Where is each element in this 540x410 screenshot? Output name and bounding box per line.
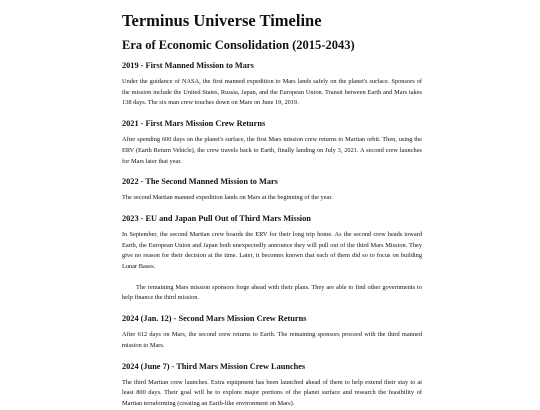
- document-page: [122, 10, 422, 410]
- section-heading: 2024 (June 7) - Third Mars Mission Crew Launches: [122, 361, 306, 371]
- section-heading: 2019 - First Manned Mission to Mars: [122, 61, 254, 70]
- section-2022: [122, 176, 422, 204]
- section-2021: [122, 118, 422, 167]
- section-2024-june: [122, 361, 422, 410]
- section-paragraph: After spending 600 days on the planet's surface, the first Mars mission crew returns to Martian orbit. Then, using the ERV (Earth Return Vehicle), the crew travels back to Earth, finally landing on July 3, 2021. A second crew launches for Mars later that year.: [122, 136, 422, 165]
- section-paragraph: The remaining Mars mission sponsors forge ahead with their plans. They are able to find other governments to help finance the third mission.: [122, 283, 422, 302]
- section-2023: [122, 213, 422, 304]
- section-2019: [122, 60, 422, 109]
- section-paragraph: After 612 days on Mars, the second crew returns to Earth. The remaining sponsors proceed with the third manned mission to Mars.: [122, 331, 422, 349]
- era-title: Era of Economic Consolidation (2015-2043): [122, 38, 355, 52]
- section-2024-jan: [122, 313, 422, 351]
- section-heading: 2024 (Jan. 12) - Second Mars Mission Crew Returns: [122, 314, 307, 324]
- section-heading: 2022 - The Second Manned Mission to Mars: [122, 177, 278, 187]
- section-paragraph: The second Martian manned expedition lands on Mars at the beginning of the year.: [122, 194, 333, 202]
- page-title: Terminus Universe Timeline: [122, 11, 322, 30]
- section-heading: 2023 - EU and Japan Pull Out of Third Mars Mission: [122, 213, 311, 223]
- section-paragraph: In September, the second Martian crew boards the ERV for their long trip home. As the second crew heads toward Earth, the European Union and Japan both unexpectedly announce they will pull out of the third Mars Mission. They give no reason for their decision at the time. Later, it becomes known that each of them did so to focus on building Lunar Bases.: [122, 230, 422, 271]
- section-paragraph: Under the guidance of NASA, the first manned expedition to Mars lands safely on the planet's surface. Sponsors of the mission include the United States, Russia, Japan, and the European Union. Transit between Earth and Mars takes 138 days. The six man crew touches down on Mars on June 19, 2019.: [122, 78, 422, 107]
- section-paragraph: The third Martian crew launches. Extra equipment has been launched ahead of them to help extend their stay to at least 800 days. Their goal will be to explore major portions of the planet surface and research the feasibility of Martian terraforming (creating an Earth-like environment on Mars).: [122, 378, 422, 407]
- section-heading: 2021 - First Mars Mission Crew Returns: [122, 119, 266, 129]
